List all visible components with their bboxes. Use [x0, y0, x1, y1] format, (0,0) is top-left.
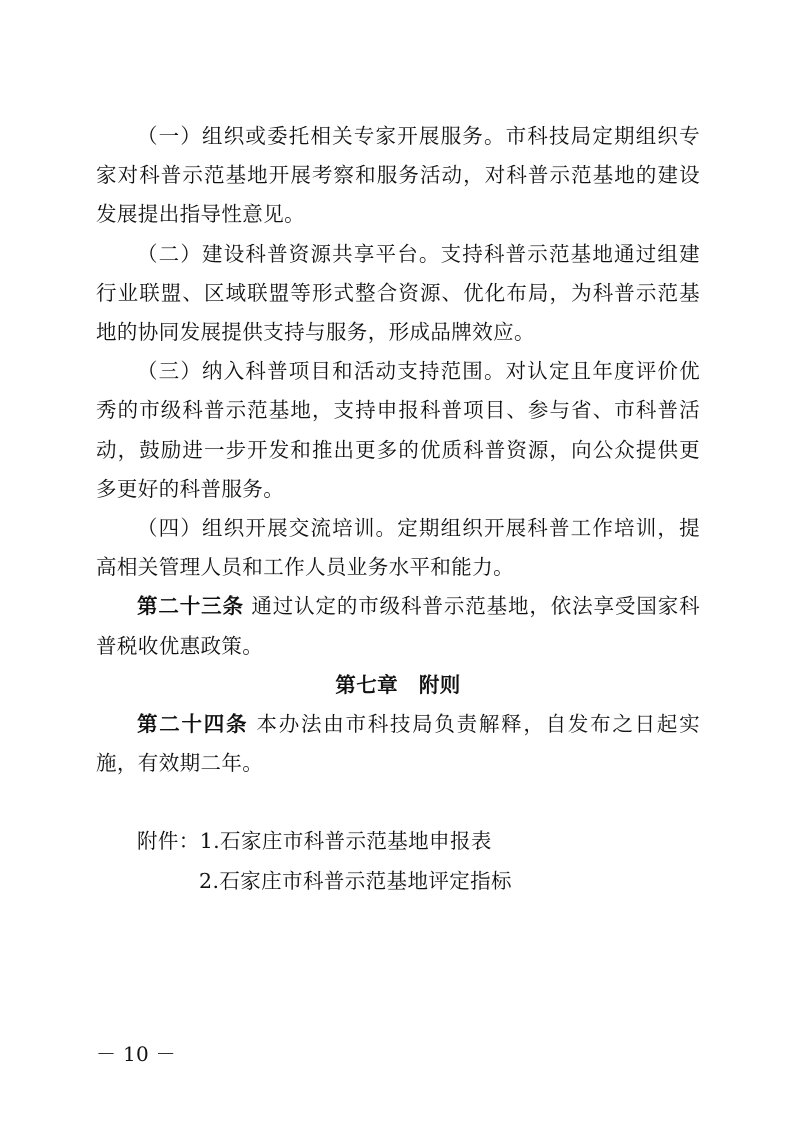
attachment-item-1: 1.石家庄市科普示范基地申报表	[199, 829, 492, 854]
page-number: － 10 －	[96, 1042, 176, 1066]
article-23	[96, 587, 700, 665]
attachment-line-2	[96, 862, 700, 901]
paragraph-3: （三）纳入科普项目和活动支持范围。对认定且年度评价优秀的市级科普示范基地，支持申报科普项目、参与省、市科普活动，鼓励进一步开发和推出更多的优质科普资源，向公众提供更多更好的科普服务。	[96, 359, 700, 501]
paragraph-1: （一）组织或委托相关专家开展服务。市科技局定期组织专家对科普示范基地开展考察和服务活动，对科普示范基地的建设发展提出指导性意见。	[96, 124, 700, 227]
chapter-title: 第七章 附则	[335, 672, 461, 697]
attachment-item-2: 2.石家庄市科普示范基地评定指标	[199, 868, 512, 893]
paragraph-4: （四）组织开展交流培训。定期组织开展科普工作培训，提高相关管理人员和工作人员业务水平和能力。	[96, 516, 700, 580]
article-24	[96, 705, 700, 783]
article-23-label: 第二十三条	[137, 594, 244, 619]
blank-line	[96, 783, 700, 822]
article-23-text: 通过认定的市级科普示范基地，依法享受国家科普税收优惠政策。	[96, 594, 700, 658]
attachment-line-1	[96, 822, 700, 861]
article-24-text: 本办法由市科技局负责解释，自发布之日起实施，有效期二年。	[96, 712, 700, 776]
document-body	[96, 117, 700, 901]
article-24-label: 第二十四条	[137, 712, 249, 737]
paragraph-2: （二）建设科普资源共享平台。支持科普示范基地通过组建行业联盟、区域联盟等形式整合资源、优化布局，为科普示范基地的协同发展提供支持与服务，形成品牌效应。	[96, 241, 700, 345]
attachments-prefix: 附件：	[137, 829, 200, 854]
